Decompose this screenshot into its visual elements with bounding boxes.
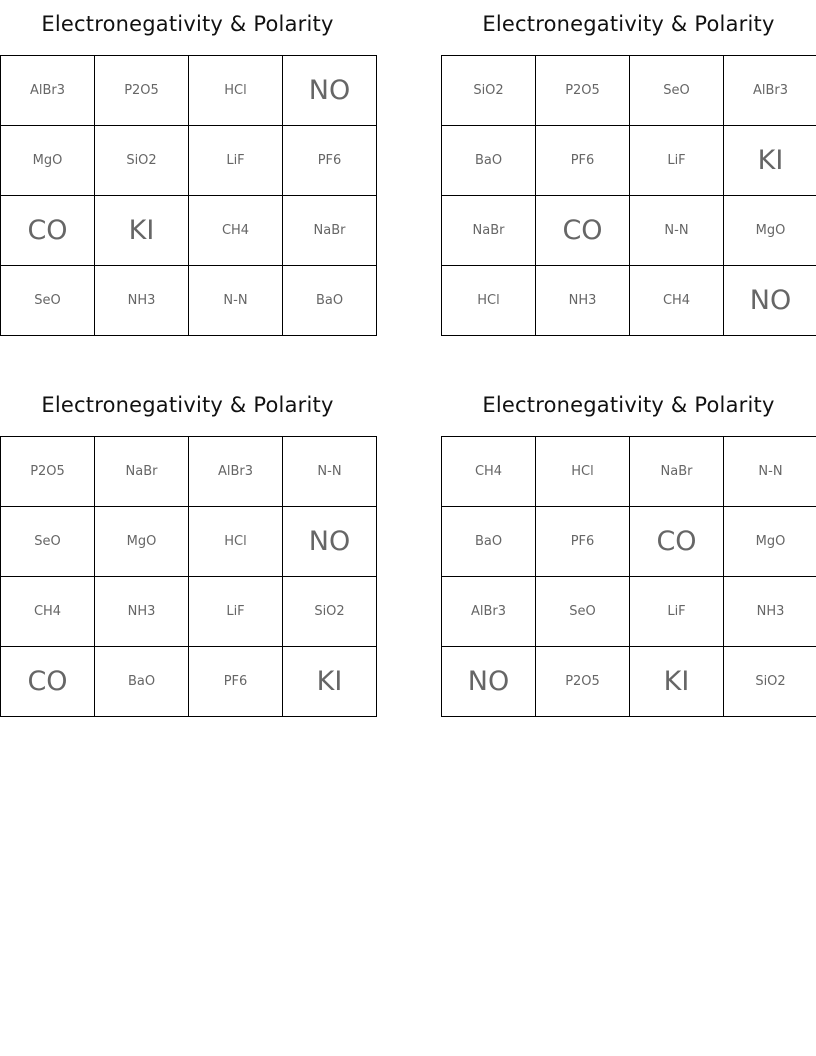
grid-cell: AlBr3 <box>1 56 95 126</box>
grid-cell: SiO2 <box>724 647 816 717</box>
grid-cell: NaBr <box>442 196 536 266</box>
grid-cell: CO <box>1 647 95 717</box>
grid-cell: KI <box>283 647 377 717</box>
grid-cell: N-N <box>630 196 724 266</box>
grid-row <box>1 126 377 196</box>
grid-cell: AlBr3 <box>189 437 283 507</box>
bingo-grid <box>441 436 816 717</box>
grid-cell: MgO <box>724 507 816 577</box>
grid-cell: MgO <box>1 126 95 196</box>
grid-cell: KI <box>95 196 189 266</box>
grid-row <box>442 266 816 336</box>
grid-row <box>1 507 377 577</box>
grid-cell: MgO <box>95 507 189 577</box>
grid-cell: NaBr <box>630 437 724 507</box>
grid-cell: LiF <box>630 577 724 647</box>
grid-cell: NO <box>442 647 536 717</box>
grid-row <box>442 437 816 507</box>
grid-cell: PF6 <box>283 126 377 196</box>
grid-cell: CH4 <box>442 437 536 507</box>
bingo-grid <box>441 55 816 336</box>
grid-cell: SeO <box>1 266 95 336</box>
grid-cell: KI <box>630 647 724 717</box>
grid-row <box>442 196 816 266</box>
grid-cell: N-N <box>189 266 283 336</box>
grid-cell: LiF <box>630 126 724 196</box>
grid-row <box>1 196 377 266</box>
grid-cell: BaO <box>283 266 377 336</box>
card-title: Electronegativity & Polarity <box>482 393 775 417</box>
grid-cell: PF6 <box>536 507 630 577</box>
grid-cell: P2O5 <box>95 56 189 126</box>
grid-cell: CO <box>630 507 724 577</box>
grid-cell: MgO <box>724 196 816 266</box>
grid-cell: HCl <box>536 437 630 507</box>
grid-row <box>1 647 377 717</box>
grid-cell: P2O5 <box>536 56 630 126</box>
bingo-grid <box>0 436 377 717</box>
grid-cell: SiO2 <box>442 56 536 126</box>
grid-cell: HCl <box>442 266 536 336</box>
grid-row <box>1 437 377 507</box>
grid-cell: NH3 <box>724 577 816 647</box>
grid-cell: CH4 <box>630 266 724 336</box>
grid-row <box>1 577 377 647</box>
card-title: Electronegativity & Polarity <box>41 393 334 417</box>
bingo-grid <box>0 55 377 336</box>
grid-cell: N-N <box>724 437 816 507</box>
grid-cell: SiO2 <box>95 126 189 196</box>
grid-cell: AlBr3 <box>442 577 536 647</box>
grid-cell: NO <box>724 266 816 336</box>
grid-cell: NH3 <box>95 266 189 336</box>
grid-cell: CH4 <box>189 196 283 266</box>
grid-row <box>1 56 377 126</box>
grid-cell: NH3 <box>536 266 630 336</box>
grid-cell: SeO <box>536 577 630 647</box>
grid-cell: NaBr <box>283 196 377 266</box>
grid-cell: SeO <box>1 507 95 577</box>
grid-row <box>442 56 816 126</box>
grid-row <box>442 577 816 647</box>
grid-cell: N-N <box>283 437 377 507</box>
grid-cell: P2O5 <box>1 437 95 507</box>
grid-cell: LiF <box>189 126 283 196</box>
grid-row <box>442 126 816 196</box>
grid-cell: NH3 <box>95 577 189 647</box>
grid-cell: SeO <box>630 56 724 126</box>
card-title: Electronegativity & Polarity <box>482 12 775 36</box>
grid-cell: PF6 <box>189 647 283 717</box>
grid-cell: NO <box>283 507 377 577</box>
card-title: Electronegativity & Polarity <box>41 12 334 36</box>
grid-cell: HCl <box>189 56 283 126</box>
grid-cell: BaO <box>442 126 536 196</box>
grid-cell: NaBr <box>95 437 189 507</box>
grid-cell: SiO2 <box>283 577 377 647</box>
grid-cell: KI <box>724 126 816 196</box>
grid-cell: NO <box>283 56 377 126</box>
grid-cell: CO <box>536 196 630 266</box>
grid-cell: PF6 <box>536 126 630 196</box>
grid-cell: HCl <box>189 507 283 577</box>
grid-cell: BaO <box>95 647 189 717</box>
grid-row <box>442 647 816 717</box>
grid-cell: CO <box>1 196 95 266</box>
grid-cell: AlBr3 <box>724 56 816 126</box>
grid-cell: P2O5 <box>536 647 630 717</box>
grid-row <box>442 507 816 577</box>
grid-cell: LiF <box>189 577 283 647</box>
grid-row <box>1 266 377 336</box>
grid-cell: BaO <box>442 507 536 577</box>
grid-cell: CH4 <box>1 577 95 647</box>
